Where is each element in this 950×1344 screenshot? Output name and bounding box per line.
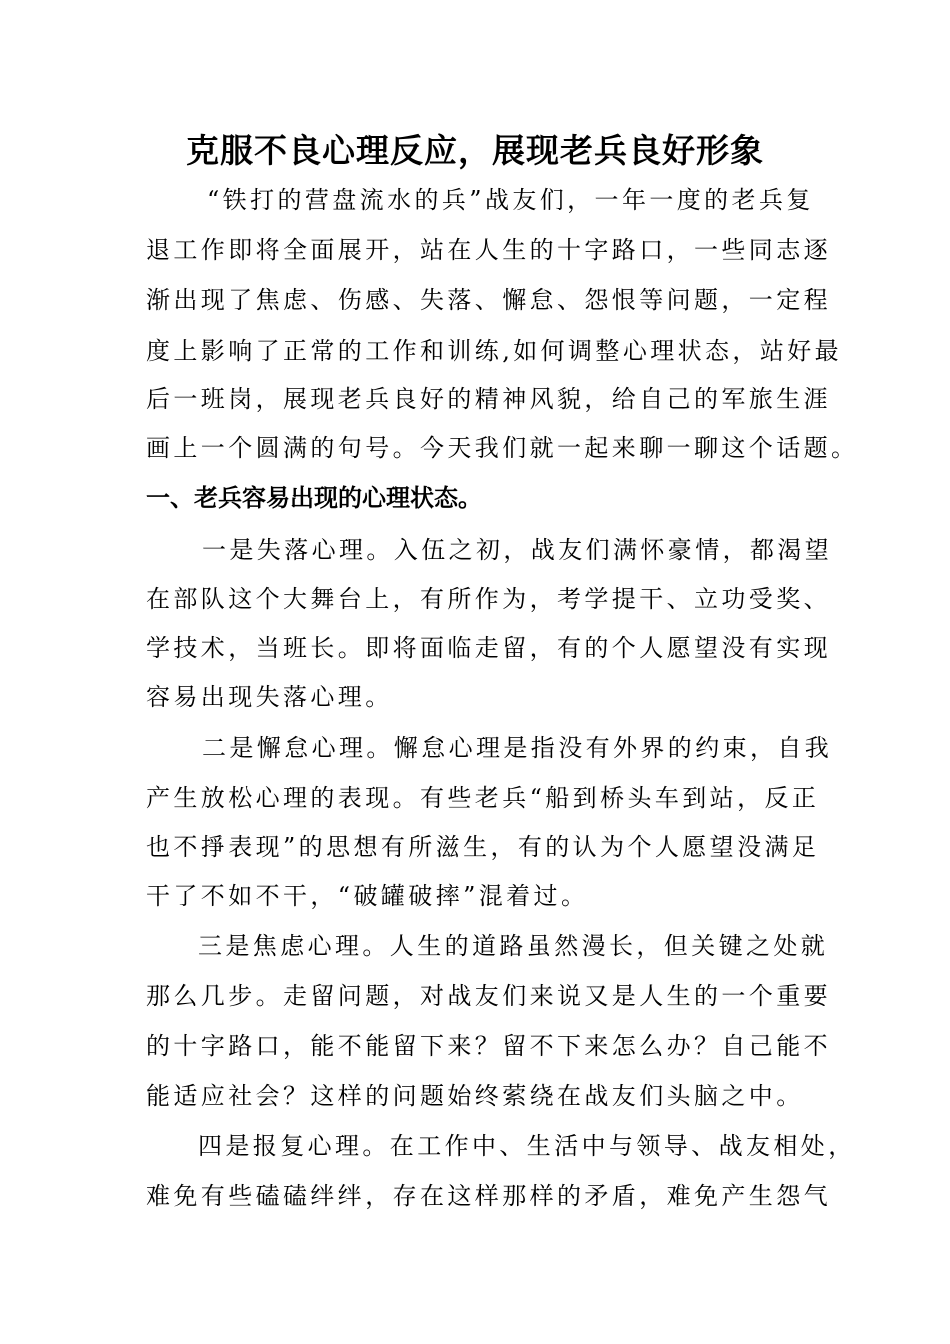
- paragraph-3-line-2: 那么几步。走留问题，对战友们来说又是人生的一个重要: [146, 982, 831, 1010]
- document-title: 克服不良心理反应，展现老兵良好形象: [186, 131, 764, 170]
- section-heading-1: 一、老兵容易出现的心理状态。: [146, 484, 482, 512]
- paragraph-2-line-1: 二是懈怠心理。懈怠心理是指没有外界的约束，自我: [202, 734, 833, 762]
- paragraph-2-line-2: 产生放松心理的表现。有些老兵“船到桥头车到站，反正: [146, 784, 820, 812]
- intro-line-2: 退工作即将全面展开，站在人生的十字路口，一些同志逐: [146, 236, 831, 264]
- paragraph-2-line-3: 也不掙表现”的思想有所滋生，有的认为个人愿望没满足: [146, 833, 820, 861]
- intro-line-3: 渐出现了焦虑、伤感、失落、懈怠、怨恨等问题，一定程: [146, 286, 831, 314]
- intro-line-1: “铁打的营盘流水的兵”战友们，一年一度的老兵复: [207, 186, 814, 214]
- paragraph-4-line-1: 四是报复心理。在工作中、生活中与领导、战友相处，: [198, 1132, 856, 1160]
- paragraph-2-line-4: 干了不如不干，“破罐破摔”混着过。: [146, 882, 589, 910]
- intro-line-6: 画上一个圆满的句号。今天我们就一起来聊一聊这个话题。: [146, 434, 859, 462]
- paragraph-1-line-2: 在部队这个大舞台上，有所作为，考学提干、立功受奖、: [146, 585, 831, 613]
- paragraph-3-line-1: 三是焦虑心理。人生的道路虽然漫长，但关键之处就: [198, 932, 829, 960]
- paragraph-3-line-3: 的十字路口，能不能留下来？留不下来怎么办？自己能不: [146, 1032, 831, 1060]
- paragraph-3-line-4: 能适应社会？这样的问题始终萦绕在战友们头脑之中。: [146, 1082, 804, 1110]
- intro-line-4: 度上影响了正常的工作和训练,如何调整心理状态，站好最: [146, 337, 843, 365]
- paragraph-4-line-2: 难免有些磕磕绊绊，存在这样那样的矛盾，难免产生怨气: [146, 1182, 831, 1210]
- paragraph-1-line-1: 一是失落心理。入伍之初，战友们满怀豪情，都渴望: [202, 536, 833, 564]
- paragraph-1-line-4: 容易出现失落心理。: [146, 683, 393, 711]
- intro-line-5: 后一班岗，展现老兵良好的精神风貌，给自己的军旅生涯: [146, 385, 831, 413]
- paragraph-1-line-3: 学技术，当班长。即将面临走留，有的个人愿望没有实现: [146, 634, 831, 662]
